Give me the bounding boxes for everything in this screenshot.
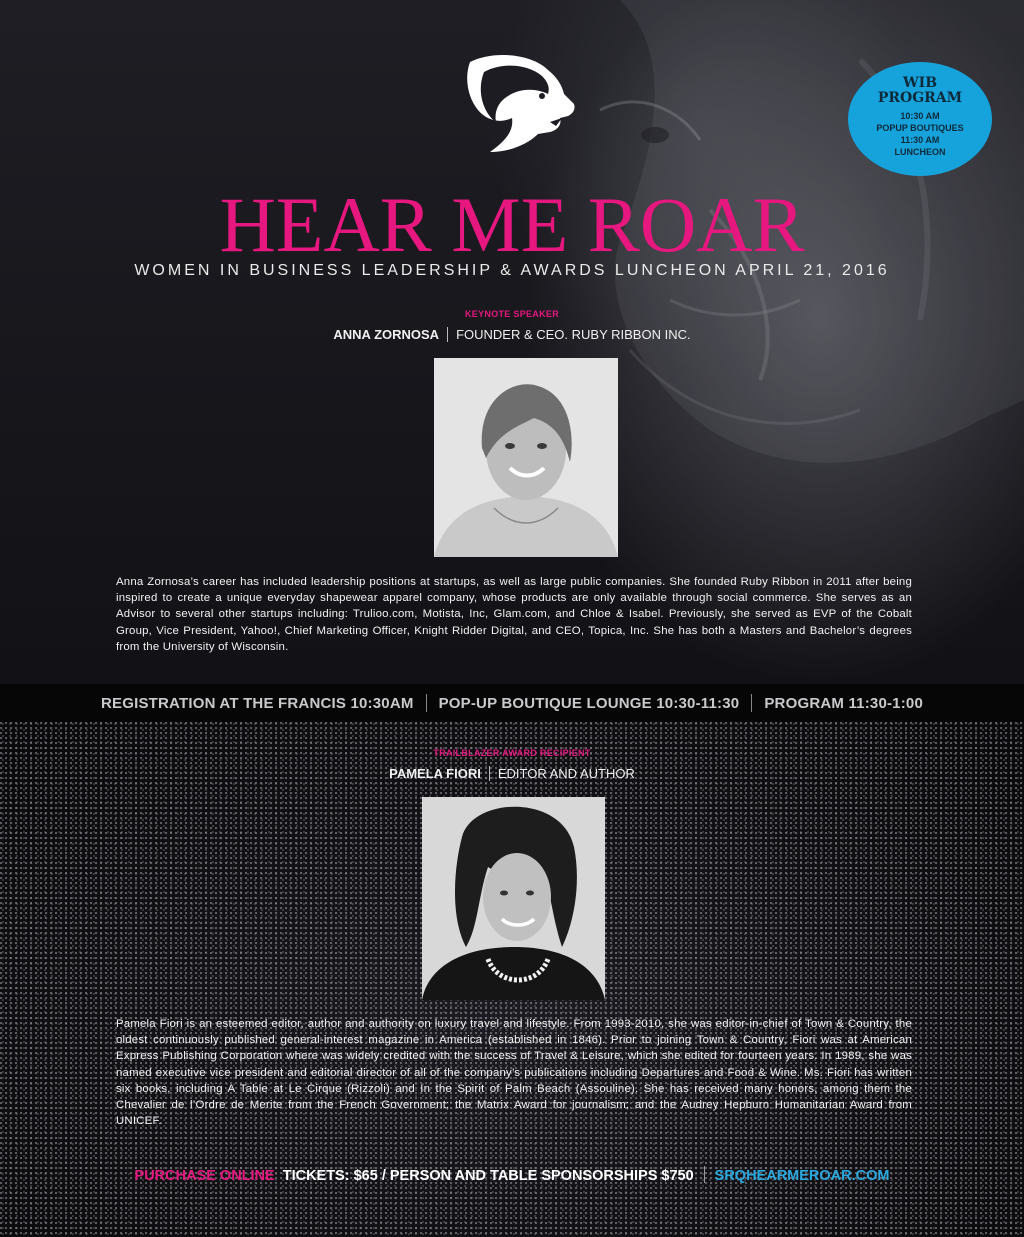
divider — [426, 694, 427, 712]
website-link[interactable]: SRQHEARMEROAR.COM — [714, 1168, 890, 1184]
keynote-bio-text: Anna Zornosa’s career has included leadership positions at startups, as well as large public companies. She founded Ruby Ribbon in 2011 after being inspired to create a unique everyday shapewear apparel company, whose products are only available through social commerce. She serves as an Advisor to several other startups including: Trulioo.com, Motista, Inc, Glam.com, and Chloe & Isabel. Previously, she served as EVP of the Cobalt Group, Vice President, Yahoo!, Chief Marketing Officer, Knight Ridder Digital, and CEO, Topica, Inc. She has both a Masters and Bachelor’s degrees from the University of Wisconsin. — [116, 576, 912, 653]
keynote-role: FOUNDER & CEO. RUBY RIBBON INC. — [456, 327, 691, 342]
keynote-speaker-line — [0, 327, 1024, 342]
page-title: HEAR ME ROAR — [219, 181, 805, 268]
trailblazer-bio — [116, 1016, 912, 1129]
divider — [751, 694, 752, 712]
badge-time-luncheon: 11:30 AM — [900, 135, 940, 145]
event-subtitle: WOMEN IN BUSINESS LEADERSHIP & AWARDS LUNCHEON APRIL 21, 2016 — [134, 262, 890, 279]
ticket-prices: TICKETS: $65 / PERSON AND TABLE SPONSORSHIPS $750 — [282, 1168, 694, 1184]
purchase-online-link[interactable]: PURCHASE ONLINE — [134, 1168, 275, 1184]
badge-title-line1: WIB — [902, 75, 938, 91]
purchase-footer — [0, 1166, 1024, 1184]
keynote-kicker: KEYNOTE SPEAKER — [464, 309, 560, 319]
divider — [489, 766, 490, 781]
divider — [447, 327, 448, 342]
trailblazer-kicker: TRAILBLAZER AWARD RECIPIENT — [433, 748, 591, 758]
schedule-bar — [0, 684, 1024, 722]
keynote-bio — [116, 574, 912, 655]
keynote-name: ANNA ZORNOSA — [333, 327, 440, 342]
badge-popup-label: POPUP BOUTIQUES — [876, 123, 964, 133]
wib-program-badge — [848, 62, 992, 176]
badge-title-line2: PROGRAM — [877, 90, 963, 106]
badge-time-popup: 10:30 AM — [900, 111, 940, 121]
badge-luncheon-label: LUNCHEON — [894, 147, 946, 157]
lioness-logo-icon — [450, 52, 578, 158]
schedule-program: PROGRAM 11:30-1:00 — [764, 694, 923, 712]
trailblazer-speaker-line — [0, 766, 1024, 781]
trailblazer-bio-text: Pamela Fiori is an esteemed editor, author and authority on luxury travel and lifestyle. From 1993-2010, she was editor-in-chief of Town & Country, the oldest continuously published general-interest magazine in America (established in 1846). Prior to joining Town & Country, Fiori was at American Express Publishing Corporation where was widely credited with the success of Travel & Leisure, which she edited for fourteen years. In 1989, she was named executive vice president and editorial director of all of the company’s publications including Departures and Food & Wine. Ms. Fiori has written six books, including A Table at Le Cirque (Rizzoli) and In the Spirit of Palm Beach (Assouline). She has received many honors, among them the Chevalier de l’Ordre de Merite from the French Government; the Matrix Award for journalism; and the Audrey Hepburn Humanitarian Award from UNICEF. — [116, 1018, 912, 1128]
schedule-registration: REGISTRATION AT THE FRANCIS 10:30AM — [100, 694, 414, 712]
divider — [704, 1166, 705, 1183]
trailblazer-role: EDITOR AND AUTHOR — [497, 766, 635, 781]
trailblazer-portrait — [422, 797, 605, 1000]
trailblazer-name: PAMELA FIORI — [389, 766, 481, 781]
keynote-portrait — [434, 358, 618, 557]
schedule-boutique: POP-UP BOUTIQUE LOUNGE 10:30-11:30 — [438, 694, 740, 712]
